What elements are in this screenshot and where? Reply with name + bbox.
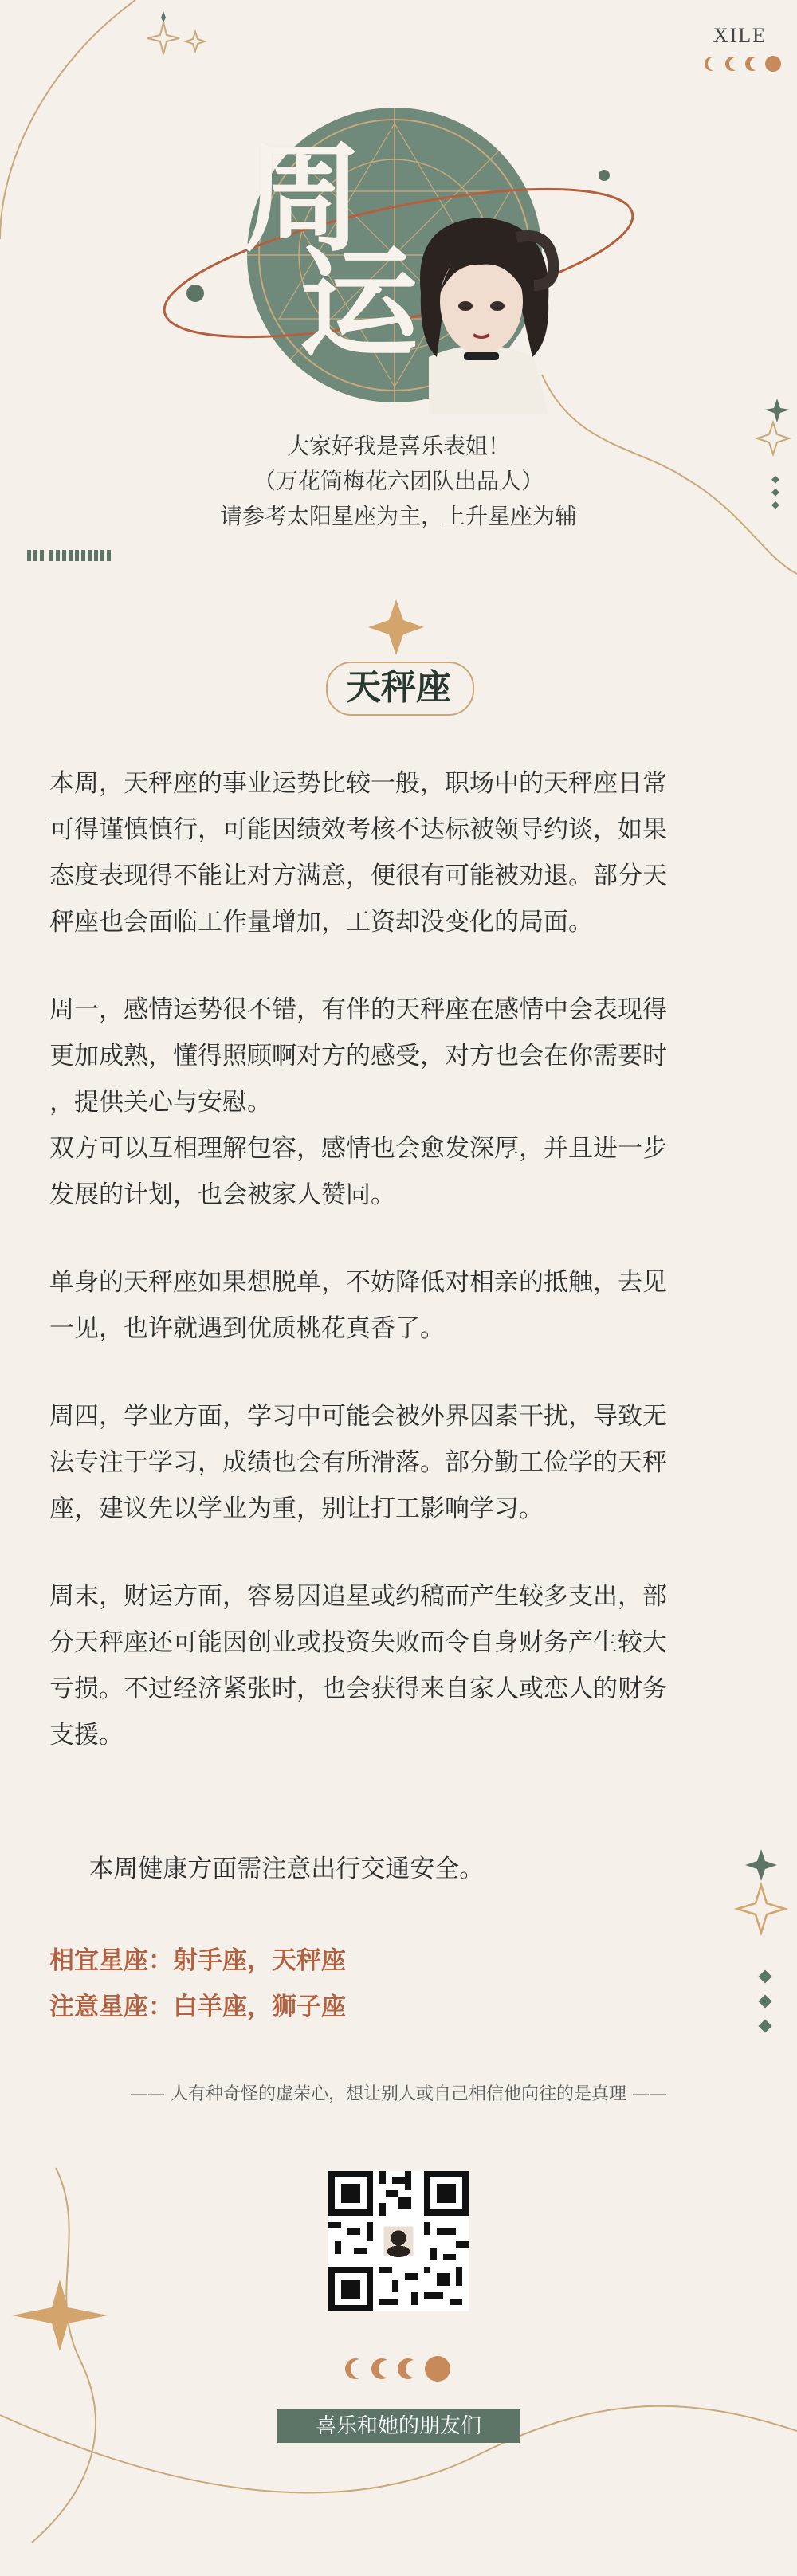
dashes-decoration xyxy=(27,550,111,561)
qr-code[interactable] xyxy=(328,2171,469,2311)
intro-line: （万花筒梅花六团队出品人） xyxy=(253,468,544,494)
sparkle-icon xyxy=(368,599,424,655)
quote-line: —— 人有种奇怪的虚荣心，想让别人或自己相信他向往的是真理 —— xyxy=(130,2084,667,2104)
paragraph-wealth: 周末，财运方面，容易因追星或约稿而产生较多支出，部 分天秤座还可能因创业或投资失败而令自身财务产生较大 亏损。不过经济紧张时，也会获得来自家人或恋人的财务 支援。 xyxy=(49,1582,667,1749)
brand-logo: XILE xyxy=(713,24,767,47)
paragraph-love: 周一，感情运势很不错，有伴的天秤座在感情中会表现得 更加成熟，懂得照顾啊对方的感受，对方也会在你需要时 ，提供关心与安慰。 双方可以互相理解包容，感情也会愈发深厚，并且进一步 发展的计划，也会被家人赞同。 xyxy=(49,995,667,1209)
paragraph-single: 单身的天秤座如果想脱单，不妨降低对相亲的抵触，去见 一见，也许就遇到优质桃花真香了。 xyxy=(49,1268,667,1343)
compatible-signs: 相宜星座：射手座，天秤座 xyxy=(49,1946,346,1975)
horoscope-body xyxy=(49,760,751,1938)
moon-phase-icon xyxy=(705,56,781,72)
avatar xyxy=(397,206,566,414)
moon-phase-icon xyxy=(345,2356,450,2382)
paragraph-study: 周四，学业方面，学习中可能会被外界因素干扰，导致无 法专注于学习，成绩也会有所滑落。部分勤工俭学的天秤 座，建议先以学业为重，别让打工影响学习。 xyxy=(49,1402,667,1523)
sparkle-icon xyxy=(147,11,205,54)
sparkle-icon xyxy=(12,2280,108,2351)
paragraph-career: 本周，天秤座的事业运势比较一般，职场中的天秤座日常 可得谨慎慎行，可能因绩效考核不达标被领导约谈，如果 态度表现得不能让对方满意，便很有可能被劝退。部分天 秤座也会面临工作量增加，工资却没变化的局面。 xyxy=(49,769,667,937)
diamond-icon xyxy=(759,1970,772,2033)
sign-title: 天秤座 xyxy=(346,667,451,708)
intro-block xyxy=(0,429,797,534)
caution-signs: 注意星座：白羊座，狮子座 xyxy=(49,1993,346,2021)
intro-line: 大家好我是喜乐表姐！ xyxy=(286,433,510,459)
title-char-fortune: 运 xyxy=(299,235,419,374)
paragraph-health: 本周健康方面需注意出行交通安全。 xyxy=(80,1855,485,1883)
intro-line: 请参考太阳星座为主，上升星座为辅 xyxy=(219,503,577,529)
footer-label: 喜乐和她的朋友们 xyxy=(315,2414,481,2438)
title-char-week: 周 xyxy=(243,130,363,269)
